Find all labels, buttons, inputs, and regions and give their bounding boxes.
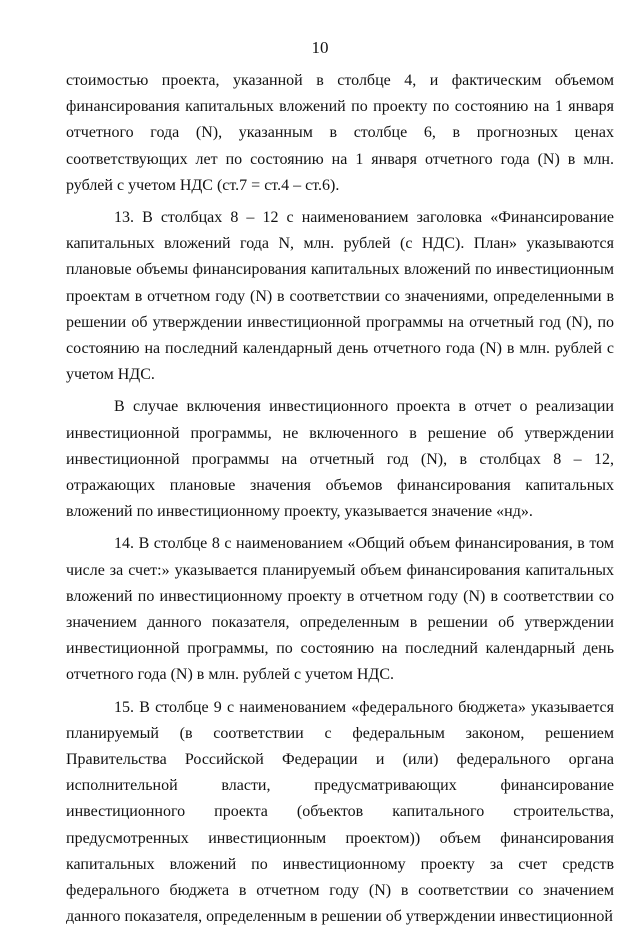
paragraph-continuation: стоимостью проекта, указанной в столбце 4, и фактическим объемом финансирования капитальных вложений по проекту по состоянию на 1 января отчетного года (N), указанным в столбце 6, в прогнозных ценах соответствующих лет по состоянию на 1 января отчетного года (N) в млн. рублей с учетом НДС (ст.7 = ст.4 – ст.6). xyxy=(66,72,614,194)
paragraph-item-14: 14. В столбце 8 с наименованием «Общий объем финансирования, в том числе за счет:» указывается планируемый объем финансирования капитальных вложений по инвестиционному проекту в отчетном году (N) в соответствии со значением данного показателя, определенным в решении об утверждении инвестиционной программы, по состоянию на последний календарный день отчетного года (N) в млн. рублей с учетом НДС. xyxy=(66,535,614,684)
page-number: 10 xyxy=(311,38,329,57)
paragraph-item-15: 15. В столбце 9 с наименованием «федерального бюджета» указывается планируемый (в соответствии с федеральным законом, решением Правительства Российской Федерации и (или) федерального органа исполнительной власти, предусматривающих финансирование инвестиционного проекта (объектов капитального строительства, предусмотренных инвестиционным проектом)) объем финансирования капитальных вложений по инвестиционному проекту за счет средств федерального бюджета в отчетном году (N) в соответствии со значением данного показателя, определенным в решении об утверждении инвестиционной xyxy=(66,698,614,926)
document-body xyxy=(66,68,614,931)
paragraph-item-13-note: В случае включения инвестиционного проекта в отчет о реализации инвестиционной программы, не включенного в решение об утверждении инвестиционной программы на отчетный год (N), в столбцах 8 – 12, отражающих плановые значения объемов финансирования капитальных вложений по инвестиционному проекту, указывается значение «нд». xyxy=(66,398,614,521)
paragraph-item-13: 13. В столбцах 8 – 12 с наименованием заголовка «Финансирование капитальных вложений года N, млн. рублей (с НДС). План» указываются плановые объемы финансирования капитальных вложений по инвестиционным проектам в отчетном году (N) в соответствии со значениями, определенными в решении об утверждении инвестиционной программы на отчетный год (N), по состоянию на последний календарный день отчетного года (N) в млн. рублей с учетом НДС. xyxy=(66,209,614,384)
